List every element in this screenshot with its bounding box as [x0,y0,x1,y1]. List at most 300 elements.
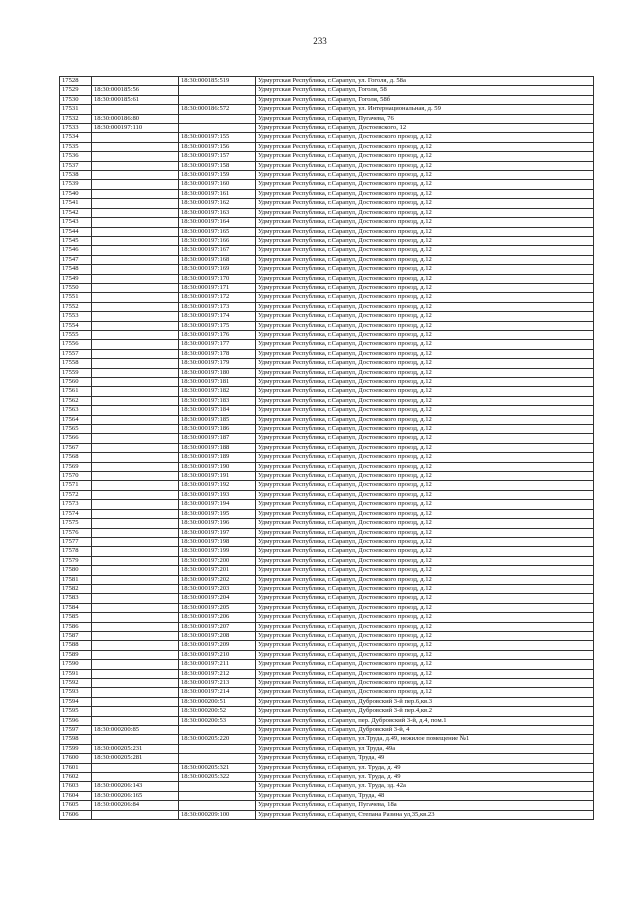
cadastral-number-building: 18:30:000197:186 [179,425,256,434]
registry-table-body [60,77,594,820]
row-number: 17529 [60,86,92,95]
row-number: 17542 [60,208,92,217]
row-number: 17560 [60,378,92,387]
table-row [60,152,594,161]
address: Удмуртская Республика, г.Сарапул, Достоевского проезд, д.12 [256,425,594,434]
address: Удмуртская Республика, г.Сарапул, Достоевского проезд, д.12 [256,218,594,227]
table-row [60,133,594,142]
row-number: 17552 [60,302,92,311]
address: Удмуртская Республика, г.Сарапул, Достоевского проезд, д.12 [256,152,594,161]
row-number: 17531 [60,105,92,114]
cadastral-number-parcel [92,293,179,302]
cadastral-number-building: 18:30:000197:182 [179,387,256,396]
address: Удмуртская Республика, г.Сарапул, ул. Труда, д. 49 [256,763,594,772]
table-row [60,161,594,170]
cadastral-number-building: 18:30:000197:165 [179,227,256,236]
cadastral-number-parcel [92,274,179,283]
cadastral-number-parcel [92,810,179,819]
address: Удмуртская Республика, г.Сарапул, Достоевского проезд, д.12 [256,330,594,339]
cadastral-number-parcel [92,425,179,434]
row-number: 17563 [60,406,92,415]
table-row [60,189,594,198]
address: Удмуртская Республика, г.Сарапул, Достоевского проезд, д.12 [256,321,594,330]
cadastral-number-parcel [92,707,179,716]
address: Удмуртская Республика, г.Сарапул, Достоевского проезд, д.12 [256,641,594,650]
address: Удмуртская Республика, г.Сарапул, Достоевского проезд, д.12 [256,368,594,377]
table-row [60,726,594,735]
address: Удмуртская Республика, г.Сарапул, Достоевского проезд, д.12 [256,660,594,669]
table-row [60,509,594,518]
address: Удмуртская Республика, г.Сарапул, Пугачева, 76 [256,114,594,123]
cadastral-number-building: 18:30:000197:212 [179,669,256,678]
address: Удмуртская Республика, г.Сарапул, Достоевского проезд, д.12 [256,396,594,405]
cadastral-number-parcel [92,208,179,217]
address: Удмуртская Республика, г.Сарапул, Достоевского проезд, д.12 [256,246,594,255]
cadastral-number-building: 18:30:000197:200 [179,556,256,565]
row-number: 17588 [60,641,92,650]
table-row [60,782,594,791]
table-row [60,321,594,330]
cadastral-number-building: 18:30:000197:170 [179,274,256,283]
cadastral-number-parcel [92,246,179,255]
table-row [60,641,594,650]
address: Удмуртская Республика, г.Сарапул, Достоевского проезд, д.12 [256,622,594,631]
row-number: 17601 [60,763,92,772]
address: Удмуртская Республика, г.Сарапул, Достоевского проезд, д.12 [256,453,594,462]
address: Удмуртская Республика, г.Сарапул, Пугачева, 18а [256,801,594,810]
cadastral-number-parcel: 18:30:000185:61 [92,95,179,104]
cadastral-number-building: 18:30:000197:160 [179,180,256,189]
table-row [60,406,594,415]
cadastral-number-building [179,791,256,800]
cadastral-number-building [179,744,256,753]
table-row [60,453,594,462]
table-row [60,114,594,123]
row-number: 17591 [60,669,92,678]
cadastral-number-building: 18:30:000197:205 [179,603,256,612]
cadastral-number-building: 18:30:000197:169 [179,265,256,274]
cadastral-number-building: 18:30:000197:193 [179,490,256,499]
cadastral-number-building: 18:30:000197:166 [179,236,256,245]
address: Удмуртская Республика, г.Сарапул, Достоевского проезд, д.12 [256,434,594,443]
cadastral-number-building: 18:30:000197:214 [179,688,256,697]
table-row [60,650,594,659]
row-number: 17585 [60,613,92,622]
cadastral-number-parcel: 18:30:000200:85 [92,726,179,735]
cadastral-number-building: 18:30:000200:51 [179,697,256,706]
table-row [60,368,594,377]
table-row [60,396,594,405]
address: Удмуртская Республика, г.Сарапул, ул Труда, 49а [256,744,594,753]
cadastral-number-building: 18:30:000197:158 [179,161,256,170]
row-number: 17606 [60,810,92,819]
cadastral-number-parcel [92,189,179,198]
row-number: 17557 [60,349,92,358]
address: Удмуртская Республика, г.Сарапул, Дубровский 3-й пер.6,кв.3 [256,697,594,706]
address: Удмуртская Республика, г.Сарапул, Достоевского проезд, д.12 [256,349,594,358]
table-row [60,519,594,528]
cadastral-number-building: 18:30:000197:211 [179,660,256,669]
cadastral-number-building: 18:30:000197:183 [179,396,256,405]
cadastral-number-building: 18:30:000197:178 [179,349,256,358]
cadastral-number-parcel: 18:30:000186:80 [92,114,179,123]
cadastral-number-parcel [92,349,179,358]
row-number: 17535 [60,142,92,151]
row-number: 17530 [60,95,92,104]
cadastral-number-parcel [92,171,179,180]
cadastral-number-building: 18:30:000197:196 [179,519,256,528]
row-number: 17553 [60,312,92,321]
row-number: 17551 [60,293,92,302]
cadastral-number-parcel: 18:30:000206:143 [92,782,179,791]
address: Удмуртская Республика, г.Сарапул, Достоевского проезд, д.12 [256,537,594,546]
table-row [60,387,594,396]
address: Удмуртская Республика, г.Сарапул, Достоевского проезд, д.12 [256,443,594,452]
cadastral-number-building [179,95,256,104]
row-number: 17581 [60,575,92,584]
cadastral-number-building: 18:30:000186:572 [179,105,256,114]
table-row [60,537,594,546]
cadastral-number-parcel [92,340,179,349]
row-number: 17550 [60,283,92,292]
cadastral-number-building: 18:30:000197:184 [179,406,256,415]
cadastral-number-parcel [92,679,179,688]
address: Удмуртская Республика, г.Сарапул, Достоевского проезд, д.12 [256,171,594,180]
table-row [60,679,594,688]
table-row [60,613,594,622]
table-row [60,349,594,358]
cadastral-number-parcel [92,462,179,471]
cadastral-number-parcel [92,472,179,481]
address: Удмуртская Республика, г.Сарапул, Достоевского проезд, д.12 [256,500,594,509]
cadastral-number-building: 18:30:000197:192 [179,481,256,490]
cadastral-number-parcel [92,453,179,462]
cadastral-number-building: 18:30:000197:180 [179,368,256,377]
row-number: 17592 [60,679,92,688]
cadastral-number-building [179,754,256,763]
cadastral-number-building: 18:30:000197:201 [179,566,256,575]
address: Удмуртская Республика, г.Сарапул, Достоевского проезд, д.12 [256,208,594,217]
row-number: 17570 [60,472,92,481]
cadastral-number-parcel [92,556,179,565]
address: Удмуртская Республика, г.Сарапул, Достоевского проезд, д.12 [256,274,594,283]
cadastral-number-building: 18:30:000197:199 [179,547,256,556]
cadastral-number-parcel [92,283,179,292]
table-row [60,378,594,387]
row-number: 17598 [60,735,92,744]
address: Удмуртская Республика, г.Сарапул, Достоевского проезд, д.12 [256,133,594,142]
cadastral-number-building: 18:30:000197:203 [179,584,256,593]
row-number: 17576 [60,528,92,537]
address: Удмуртская Республика, г.Сарапул, ул. Интернациональная, д. 59 [256,105,594,114]
address: Удмуртская Республика, г.Сарапул, ул. Труда, д. 49 [256,773,594,782]
table-row [60,547,594,556]
cadastral-number-parcel [92,697,179,706]
address: Удмуртская Республика, г.Сарапул, Достоевского проезд, д.12 [256,547,594,556]
cadastral-number-building: 18:30:000197:209 [179,641,256,650]
cadastral-number-building: 18:30:000197:173 [179,302,256,311]
cadastral-number-building [179,801,256,810]
cadastral-number-building: 18:30:000197:171 [179,283,256,292]
cadastral-number-parcel [92,180,179,189]
cadastral-number-building: 18:30:000197:176 [179,330,256,339]
address: Удмуртская Республика, г.Сарапул, Достоевского проезд, д.12 [256,528,594,537]
table-row [60,443,594,452]
address: Удмуртская Республика, г.Сарапул, Достоевского проезд, д.12 [256,227,594,236]
address: Удмуртская Республика, г.Сарапул, Достоевского проезд, д.12 [256,584,594,593]
table-row [60,142,594,151]
table-row [60,236,594,245]
row-number: 17582 [60,584,92,593]
cadastral-number-building: 18:30:000197:191 [179,472,256,481]
row-number: 17589 [60,650,92,659]
table-row [60,773,594,782]
table-row [60,227,594,236]
cadastral-number-building: 18:30:000197:189 [179,453,256,462]
address: Удмуртская Республика, г.Сарапул, Достоевского проезд, д.12 [256,283,594,292]
cadastral-number-parcel [92,199,179,208]
row-number: 17544 [60,227,92,236]
cadastral-number-parcel: 18:30:000206:84 [92,801,179,810]
row-number: 17543 [60,218,92,227]
cadastral-number-building: 18:30:000197:190 [179,462,256,471]
cadastral-number-building: 18:30:000197:206 [179,613,256,622]
row-number: 17548 [60,265,92,274]
address: Удмуртская Республика, г.Сарапул, ул.Труда, д.49, нежилое помещение №1 [256,735,594,744]
address: Удмуртская Республика, г.Сарапул, Достоевского проезд, д.12 [256,556,594,565]
table-row [60,575,594,584]
cadastral-number-parcel: 18:30:000197:110 [92,124,179,133]
row-number: 17562 [60,396,92,405]
row-number: 17568 [60,453,92,462]
cadastral-number-parcel [92,312,179,321]
address: Удмуртская Республика, г.Сарапул, Достоевского проезд, д.12 [256,594,594,603]
address: Удмуртская Республика, г.Сарапул, ул. Гоголя, д. 58а [256,77,594,86]
cadastral-number-building: 18:30:000197:187 [179,434,256,443]
row-number: 17577 [60,537,92,546]
table-row [60,631,594,640]
row-number: 17549 [60,274,92,283]
address: Удмуртская Республика, г.Сарапул, Труда, 48 [256,791,594,800]
table-row [60,707,594,716]
address: Удмуртская Республика, г.Сарапул, Достоевского проезд, д.12 [256,631,594,640]
row-number: 17584 [60,603,92,612]
address: Удмуртская Республика, г.Сарапул, Достоевского проезд, д.12 [256,688,594,697]
address: Удмуртская Республика, г.Сарапул, Достоевского проезд, д.12 [256,255,594,264]
cadastral-number-parcel [92,302,179,311]
table-row [60,462,594,471]
table-row [60,246,594,255]
cadastral-number-building: 18:30:000209:100 [179,810,256,819]
address: Удмуртская Республика, г.Сарапул, Достоевского проезд, д.12 [256,161,594,170]
row-number: 17569 [60,462,92,471]
cadastral-number-parcel [92,152,179,161]
cadastral-number-parcel [92,773,179,782]
row-number: 17603 [60,782,92,791]
row-number: 17602 [60,773,92,782]
cadastral-number-building: 18:30:000197:174 [179,312,256,321]
address: Удмуртская Республика, г.Сарапул, Гоголя, 58б [256,95,594,104]
cadastral-number-parcel: 18:30:000206:165 [92,791,179,800]
cadastral-number-building: 18:30:000197:161 [179,189,256,198]
address: Удмуртская Республика, г.Сарапул, Дубровский 3-й, 4 [256,726,594,735]
cadastral-number-parcel [92,77,179,86]
row-number: 17571 [60,481,92,490]
table-row [60,603,594,612]
cadastral-number-parcel [92,105,179,114]
address: Удмуртская Республика, г.Сарапул, Достоевского проезд, д.12 [256,575,594,584]
address: Удмуртская Республика, г.Сарапул, Достоевского проезд, д.12 [256,650,594,659]
cadastral-number-building: 18:30:000197:210 [179,650,256,659]
cadastral-number-building: 18:30:000197:159 [179,171,256,180]
address: Удмуртская Республика, г.Сарапул, Труда, 49 [256,754,594,763]
cadastral-number-building: 18:30:000197:156 [179,142,256,151]
table-row [60,274,594,283]
table-row [60,556,594,565]
address: Удмуртская Республика, г.Сарапул, Достоевского проезд, д.12 [256,679,594,688]
cadastral-number-building: 18:30:000197:198 [179,537,256,546]
cadastral-number-building: 18:30:000197:208 [179,631,256,640]
table-row [60,801,594,810]
row-number: 17564 [60,415,92,424]
cadastral-number-building: 18:30:000200:53 [179,716,256,725]
page-number: 233 [313,36,327,46]
cadastral-number-building [179,86,256,95]
address: Удмуртская Республика, г.Сарапул, Достоевского проезд, д.12 [256,340,594,349]
table-row [60,283,594,292]
table-row [60,594,594,603]
cadastral-number-building: 18:30:000197:185 [179,415,256,424]
cadastral-number-building: 18:30:000197:155 [179,133,256,142]
cadastral-number-parcel [92,631,179,640]
cadastral-number-parcel [92,688,179,697]
table-row [60,434,594,443]
cadastral-number-building: 18:30:000197:175 [179,321,256,330]
row-number: 17583 [60,594,92,603]
cadastral-number-parcel [92,142,179,151]
cadastral-number-parcel [92,481,179,490]
table-row [60,86,594,95]
row-number: 17567 [60,443,92,452]
row-number: 17578 [60,547,92,556]
table-row [60,566,594,575]
table-row [60,302,594,311]
table-row [60,265,594,274]
table-row [60,528,594,537]
address: Удмуртская Республика, г.Сарапул, Достоевского проезд, д.12 [256,265,594,274]
address: Удмуртская Республика, г.Сарапул, Достоевского проезд, д.12 [256,462,594,471]
cadastral-number-parcel [92,763,179,772]
table-row [60,180,594,189]
cadastral-number-parcel [92,650,179,659]
row-number: 17579 [60,556,92,565]
cadastral-number-building: 18:30:000200:52 [179,707,256,716]
cadastral-number-parcel [92,735,179,744]
table-row [60,481,594,490]
cadastral-number-parcel [92,613,179,622]
address: Удмуртская Республика, г.Сарапул, Достоевского проезд, д.12 [256,180,594,189]
cadastral-number-building [179,114,256,123]
cadastral-number-parcel [92,641,179,650]
table-row [60,124,594,133]
row-number: 17566 [60,434,92,443]
table-row [60,810,594,819]
cadastral-number-parcel [92,490,179,499]
cadastral-number-parcel [92,547,179,556]
cadastral-number-building: 18:30:000197:162 [179,199,256,208]
row-number: 17575 [60,519,92,528]
row-number: 17594 [60,697,92,706]
row-number: 17534 [60,133,92,142]
table-row [60,95,594,104]
table-row [60,697,594,706]
table-row [60,359,594,368]
address: Удмуртская Республика, г.Сарапул, Достоевского проезд, д.12 [256,603,594,612]
cadastral-number-parcel [92,387,179,396]
table-row [60,105,594,114]
cadastral-number-parcel [92,443,179,452]
row-number: 17561 [60,387,92,396]
row-number: 17555 [60,330,92,339]
table-row [60,218,594,227]
cadastral-number-building: 18:30:000197:197 [179,528,256,537]
cadastral-number-parcel [92,396,179,405]
cadastral-number-parcel [92,537,179,546]
cadastral-number-parcel [92,716,179,725]
row-number: 17600 [60,754,92,763]
cadastral-number-parcel [92,519,179,528]
table-row [60,500,594,509]
cadastral-number-parcel [92,594,179,603]
table-row [60,490,594,499]
address: Удмуртская Республика, г.Сарапул, Достоевского проезд, д.12 [256,293,594,302]
table-row [60,425,594,434]
cadastral-number-building: 18:30:000197:181 [179,378,256,387]
table-row [60,171,594,180]
address: Удмуртская Республика, г.Сарапул, Достоевского проезд, д.12 [256,566,594,575]
row-number: 17604 [60,791,92,800]
cadastral-number-parcel [92,669,179,678]
row-number: 17533 [60,124,92,133]
cadastral-number-parcel [92,255,179,264]
address: Удмуртская Республика, г.Сарапул, Достоевского проезд, д.12 [256,613,594,622]
cadastral-number-building: 18:30:000205:322 [179,773,256,782]
cadastral-number-parcel: 18:30:000205:231 [92,744,179,753]
cadastral-number-parcel [92,265,179,274]
row-number: 17547 [60,255,92,264]
address: Удмуртская Республика, г.Сарапул, Достоевского проезд, д.12 [256,472,594,481]
cadastral-number-building: 18:30:000197:195 [179,509,256,518]
cadastral-number-building: 18:30:000197:204 [179,594,256,603]
table-row [60,584,594,593]
cadastral-number-parcel [92,227,179,236]
cadastral-number-parcel [92,584,179,593]
cadastral-number-building: 18:30:000197:172 [179,293,256,302]
row-number: 17545 [60,236,92,245]
cadastral-number-parcel [92,330,179,339]
table-row [60,716,594,725]
row-number: 17546 [60,246,92,255]
table-row [60,293,594,302]
row-number: 17605 [60,801,92,810]
cadastral-number-parcel [92,415,179,424]
address: Удмуртская Республика, г.Сарапул, Достоевского проезд, д.12 [256,490,594,499]
address: Удмуртская Республика, г.Сарапул, Достоевского проезд, д.12 [256,302,594,311]
cadastral-number-building: 18:30:000197:177 [179,340,256,349]
row-number: 17599 [60,744,92,753]
address: Удмуртская Республика, г.Сарапул, Степана Разина ул,35,кв.23 [256,810,594,819]
cadastral-number-parcel [92,218,179,227]
